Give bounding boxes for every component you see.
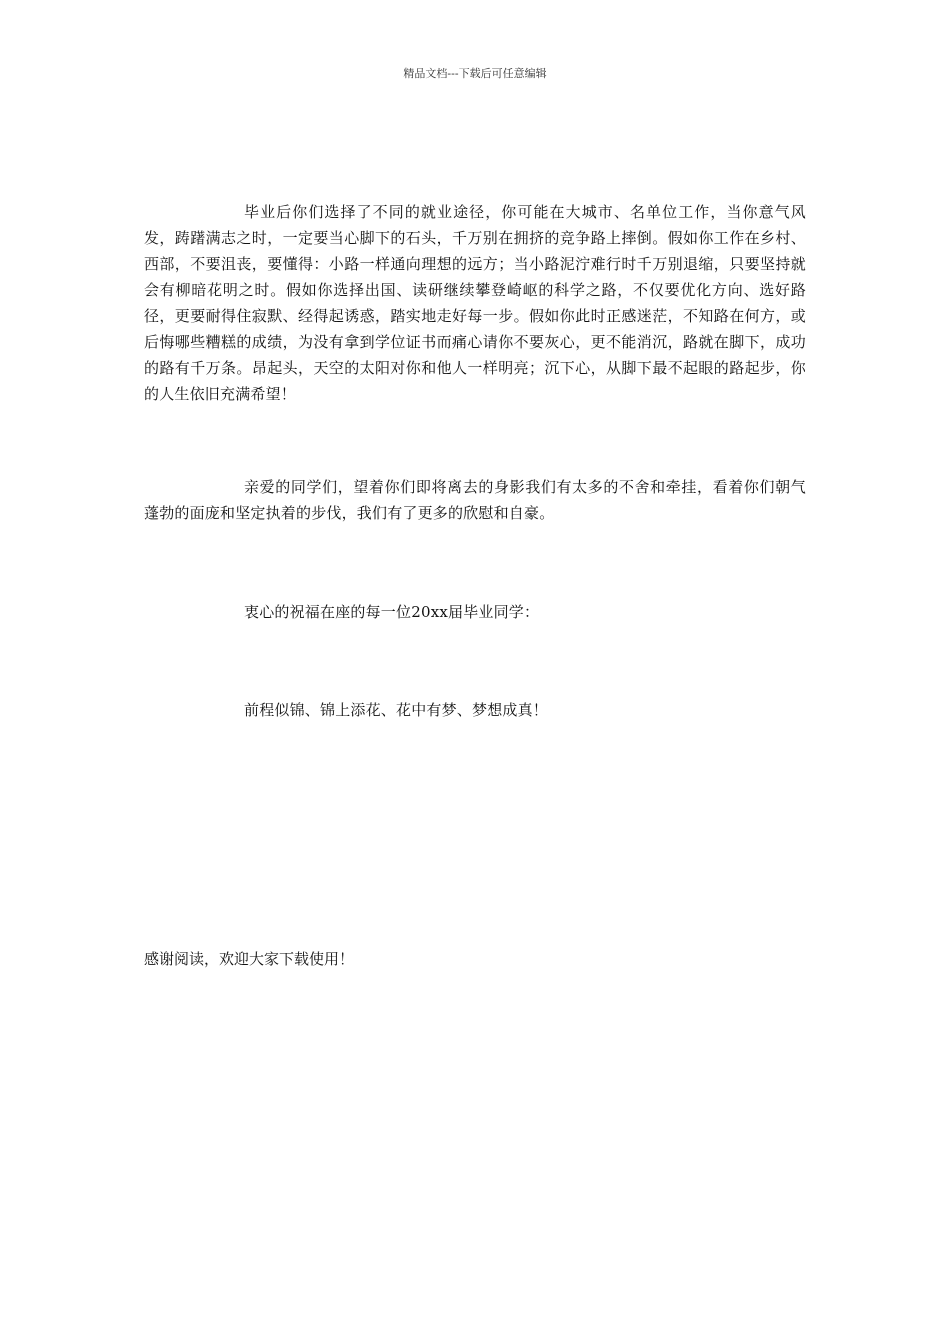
closing-note: 感谢阅读，欢迎大家下载使用！ <box>144 950 355 968</box>
paragraph-farewell: 亲爱的同学们，望着你们即将离去的身影我们有太多的不舍和牵挂，看着你们朝气蓬勃的面庞和坚定执着的步伐，我们有了更多的欣慰和自豪。 <box>144 478 806 522</box>
paragraph-blessing: 前程似锦、锦上添花、花中有梦、梦想成真！ <box>244 701 549 719</box>
paragraph-blessing-intro: 衷心的祝福在座的每一位20xx届毕业同学： <box>244 603 540 621</box>
page-header: 精品文档---下载后可任意编辑 <box>403 67 547 80</box>
paragraph-career-paths: 毕业后你们选择了不同的就业途径，你可能在大城市、名单位工作，当你意气风发，踌躇满志之时，一定要当心脚下的石头，千万别在拥挤的竞争路上摔倒。假如你工作在乡村、西部，不要沮丧，要懂得：小路一样通向理想的远方；当小路泥泞难行时千万别退缩，只要坚持就会有柳暗花明之时。假如你选择出国、读研继续攀登崎岖的科学之路，不仅要优化方向、选好路径，更要耐得住寂默、经得起诱惑，踏实地走好每一步。假如你此时正感迷茫，不知路在何方，或后悔哪些糟糕的成绩，为没有拿到学位证书而痛心请你不要灰心，更不能消沉，路就在脚下，成功的路有千万条。昂起头，天空的太阳对你和他人一样明亮；沉下心，从脚下最不起眼的路起步，你的人生依旧充满希望！ <box>144 203 806 403</box>
